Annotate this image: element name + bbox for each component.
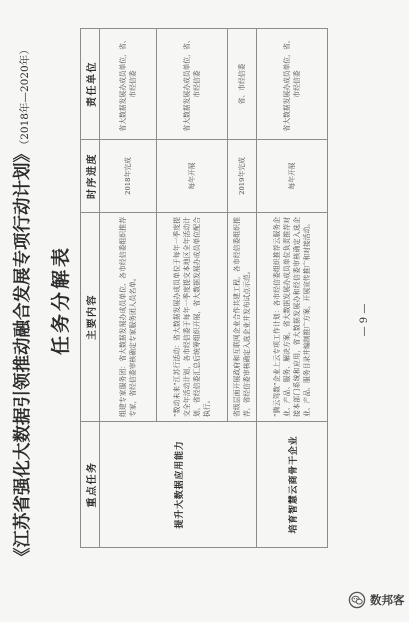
header-task: 重点任务 bbox=[81, 422, 99, 547]
content-cell bbox=[228, 213, 256, 421]
task-cell: 提升大数据应用能力 bbox=[100, 422, 256, 547]
document-title-main: 《江苏省强化大数据引领推动融合发展专项行动计划》 bbox=[13, 145, 33, 565]
document-title-years: （2018年—2020年） bbox=[19, 44, 31, 145]
table-title: 任务分解表 bbox=[50, 245, 72, 356]
schedule-cell: 每年开展 bbox=[157, 140, 227, 212]
task-breakdown-table bbox=[80, 28, 328, 548]
content-cell bbox=[157, 213, 227, 421]
schedule-cell: 2019年完成 bbox=[228, 140, 256, 212]
watermark-text: 数邦客 bbox=[370, 593, 405, 607]
content-text: “腾云驾数”企业上云专项工作计划：各市经信委组织推荐云服务企业、产品、服务、解决方案，省大数据发展办成员单位负责推荐对接本部门系统和应用，省大数据发展办和经信委审核确定入选企业、产品、服务目录并编制推广方案，开展宣传推广和对接活动。 bbox=[273, 217, 311, 417]
document-title bbox=[12, 44, 36, 565]
header-content: 主要内容 bbox=[81, 213, 99, 421]
schedule-cell: 2018年完成 bbox=[100, 140, 156, 212]
header-schedule: 时序进度 bbox=[81, 140, 99, 212]
content-cell bbox=[100, 213, 156, 421]
content-text: “数动未来”江苏行活动：省大数据发展办成员单位于每年一季度提交全年活动计划，各市经信委于每年一季度提交本地区全年活动计划，省经信委汇总后统筹组织开展，省大数据发展办成员单位配合执行。 bbox=[173, 217, 211, 417]
owner-cell: 省大数据发展办成员单位，省、市经信委 bbox=[157, 29, 227, 139]
task-cell: 培育智慧云商骨干企业 bbox=[257, 422, 327, 547]
header-owner: 责任单位 bbox=[81, 29, 99, 139]
owner-cell: 省大数据发展办成员单位，省、市经信委 bbox=[100, 29, 156, 139]
wechat-logo-icon bbox=[348, 591, 368, 609]
owner-cell: 省大数据发展办成员单位，省、市经信委 bbox=[257, 29, 327, 139]
schedule-cell: 每年开展 bbox=[257, 140, 327, 212]
content-text: 组建专家服务团：省大数据发展办成员单位、各市经信委组织推荐专家，省经信委审核确定专家服务团人员名单。 bbox=[119, 217, 137, 417]
content-text: 省级层面开展政府和互联网企业合作共建工程，各市经信委组织推荐，省经信委审核确定入选企业并发布试点示范。 bbox=[233, 217, 251, 417]
content-cell bbox=[257, 213, 327, 421]
owner-cell: 省、市经信委 bbox=[228, 29, 256, 139]
page-number: — 9 — bbox=[359, 303, 370, 337]
